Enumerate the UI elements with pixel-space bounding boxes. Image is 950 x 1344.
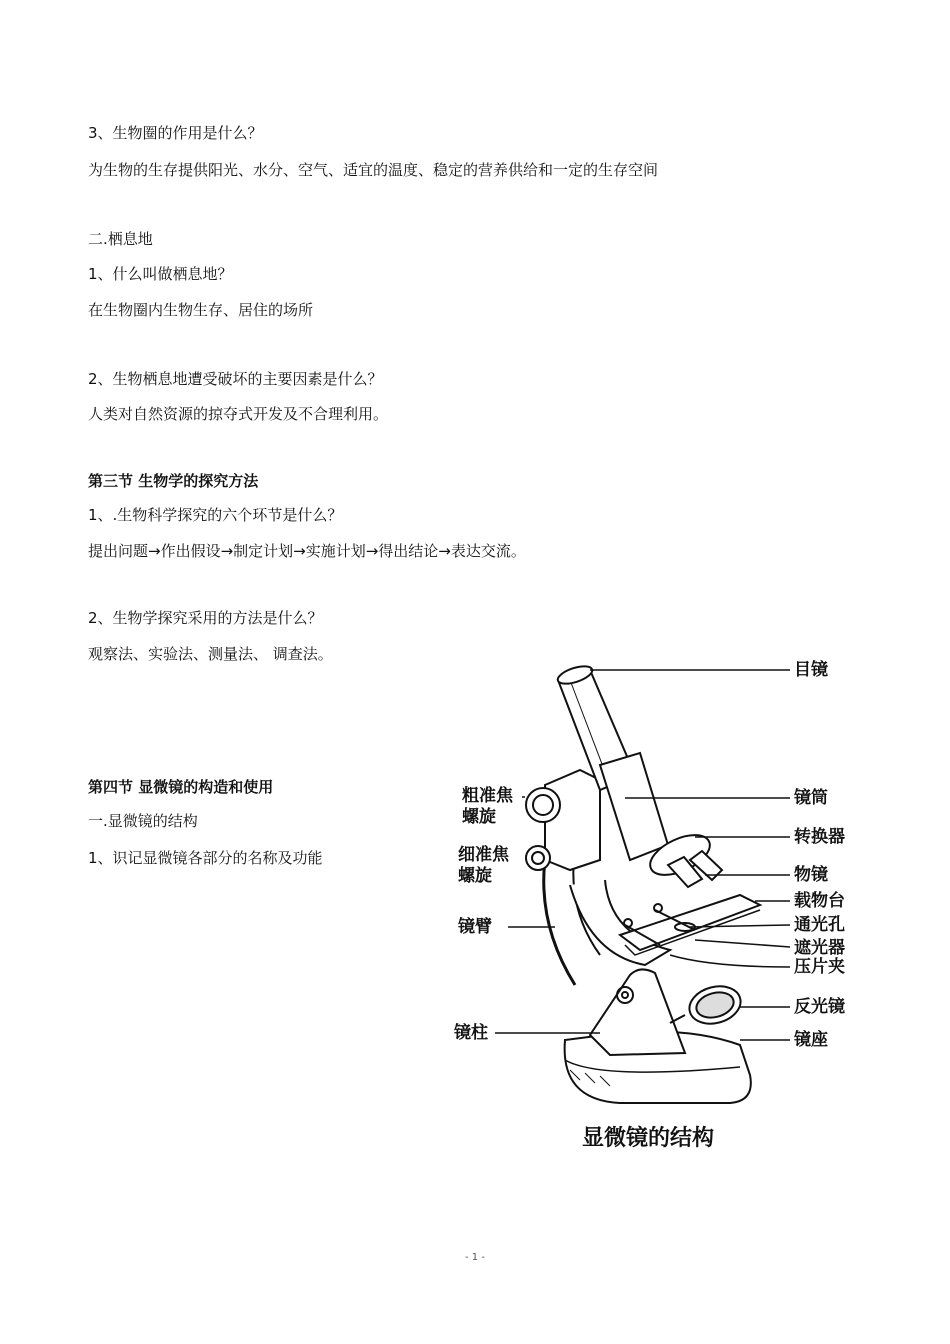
label-tube: 镜筒 [794,788,828,808]
answer-habitat: 在生物圈内生物生存、居住的场所 [88,301,314,319]
question-habitat-damage: 2、生物栖息地遭受破坏的主要因素是什么？ [88,370,383,388]
section-3-heading: 第三节 生物学的探究方法 [88,472,259,490]
figure-caption: 显微镜的结构 [582,1126,715,1151]
answer-methods: 观察法、实验法、测量法、 调查法。 [88,645,333,663]
label-coarse-focus: 粗准焦 螺旋 [462,786,513,827]
page-number: - 1 - [465,1252,485,1263]
question-methods: 2、生物学探究采用的方法是什么？ [88,609,323,627]
section-4-heading: 第四节 显微镜的构造和使用 [88,778,274,796]
microscope-figure [440,655,870,1155]
answer-habitat-damage: 人类对自然资源的掠夺式开发及不合理利用。 [88,405,389,423]
label-converter: 转换器 [794,827,845,847]
label-eyepiece: 目镜 [794,660,828,680]
question-biosphere-role: 3、生物圈的作用是什么？ [88,124,263,142]
question-habitat: 1、什么叫做栖息地？ [88,265,233,283]
item-identify-parts: 1、识记显微镜各部分的名称及功能 [88,849,323,867]
label-pillar: 镜柱 [454,1023,488,1043]
answer-biosphere-role: 为生物的生存提供阳光、水分、空气、适宜的温度、稳定的营养供给和一定的生存空间 [88,161,659,179]
label-objective: 物镜 [794,865,828,885]
answer-six-steps: 提出问题→作出假设→制定计划→实施计划→得出结论→表达交流。 [88,542,526,560]
subsection-microscope-structure: 一.显微镜的结构 [88,812,198,830]
label-fine-focus: 细准焦 螺旋 [458,845,509,886]
label-clip: 压片夹 [794,957,845,977]
section-habitat-heading: 二.栖息地 [88,230,153,248]
label-aperture: 通光孔 [794,915,845,935]
question-six-steps: 1、.生物科学探究的六个环节是什么？ [88,506,343,524]
label-mirror: 反光镜 [794,997,845,1017]
label-diaphragm: 遮光器 [794,938,845,958]
label-arm: 镜臂 [458,917,492,937]
label-base: 镜座 [794,1030,828,1050]
label-stage: 载物台 [794,891,845,911]
